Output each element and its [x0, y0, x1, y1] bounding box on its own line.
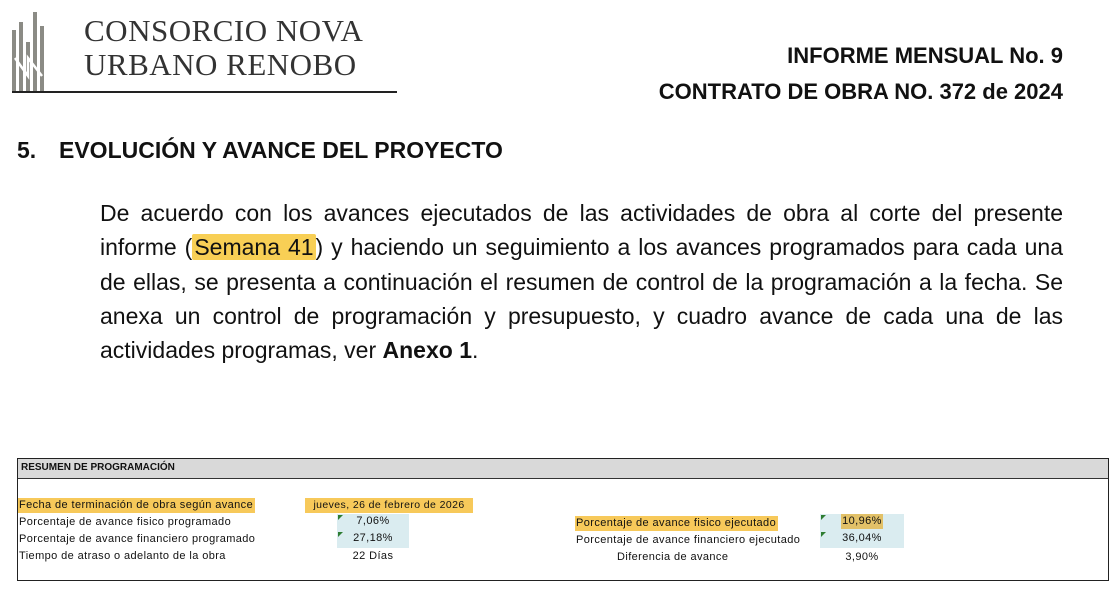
cell-comment-marker — [338, 515, 343, 520]
header-divider — [12, 91, 397, 93]
physical-programmed-label: Porcentaje de avance fisico programado — [19, 516, 232, 528]
financial-programmed-number: 27,18% — [353, 532, 393, 544]
physical-programmed-number: 7,06% — [356, 515, 390, 527]
report-number: INFORME MENSUAL No. 9 — [787, 43, 1063, 68]
programming-summary-table — [17, 458, 1109, 581]
report-heading — [659, 38, 1063, 110]
section-heading — [17, 137, 503, 164]
paragraph-text-1: De acuerdo con los avances ejecutados de las actividades de obra al corte del presente informe ( — [100, 200, 1063, 261]
summary-header — [18, 459, 1108, 479]
difference-label: Diferencia de avance — [617, 551, 729, 563]
company-name-line1: CONSORCIO NOVA — [84, 13, 364, 48]
end-date-label: Fecha de terminación de obra según avance — [19, 499, 254, 511]
contract-number: CONTRATO DE OBRA NO. 372 de 2024 — [658, 79, 1063, 104]
cell-comment-marker — [821, 515, 826, 520]
financial-programmed-label: Porcentaje de avance financiero programado — [19, 533, 256, 545]
cell-comment-marker — [338, 532, 343, 537]
physical-programmed-value — [337, 514, 409, 531]
financial-executed-label: Porcentaje de avance financiero ejecutado — [576, 534, 801, 546]
section-title: EVOLUCIÓN Y AVANCE DEL PROYECTO — [59, 137, 503, 163]
paragraph-text-2: ) y haciendo un seguimiento a los avances programados para cada una de ellas, se presenta a continuación el resumen de control de la programación a la fecha. Se anexa un control de programación y presupuesto, y cuadro avance de cada una de las actividades programas, ver — [100, 234, 1063, 364]
section-number: 5. — [17, 137, 37, 163]
body-paragraph — [100, 196, 1063, 367]
paragraph-end: . — [472, 337, 479, 364]
cell-comment-marker — [821, 532, 826, 537]
physical-executed-value — [820, 514, 904, 531]
annex-reference: Anexo 1 — [382, 337, 472, 364]
financial-executed-value — [820, 531, 904, 548]
delay-value: 22 Días — [352, 550, 394, 562]
company-name-line2: URBANO RENOBO — [84, 47, 357, 82]
delay-label: Tiempo de atraso o adelanto de la obra — [19, 550, 226, 562]
physical-executed-label: Porcentaje de avance fisico ejecutado — [576, 517, 777, 529]
company-name — [84, 14, 363, 82]
financial-programmed-value — [337, 531, 409, 548]
difference-value: 3,90% — [845, 551, 879, 563]
end-date-value: jueves, 26 de febrero de 2026 — [305, 498, 473, 513]
financial-executed-number: 36,04% — [842, 532, 882, 544]
physical-executed-number: 10,96% — [842, 515, 882, 527]
week-highlight: Semana 41 — [194, 234, 314, 261]
summary-title: RESUMEN DE PROGRAMACIÓN — [21, 462, 175, 473]
company-logo-icon — [12, 12, 46, 92]
